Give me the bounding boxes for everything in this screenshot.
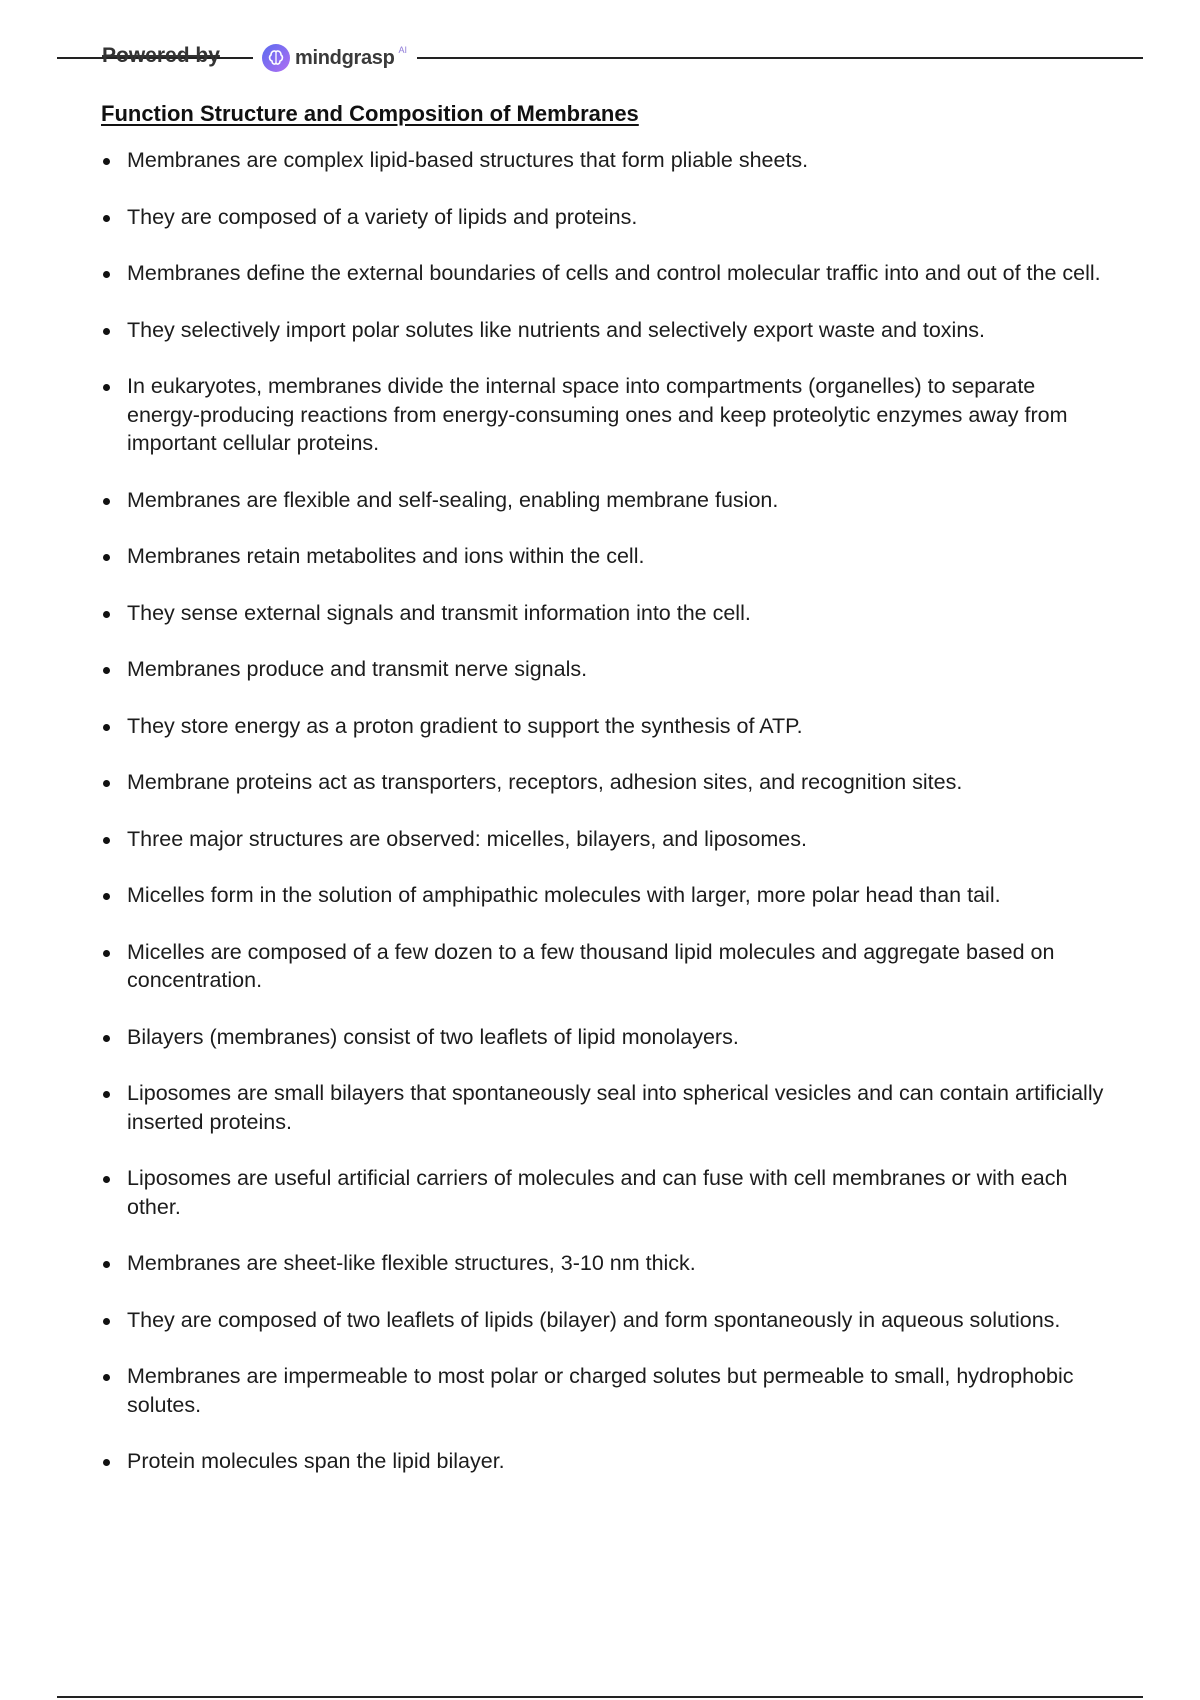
list-item [101, 1249, 1111, 1278]
bullet-dot-icon [103, 837, 110, 844]
list-item [101, 1023, 1111, 1052]
list-item [101, 938, 1111, 995]
page-title: Function Structure and Composition of Membranes [101, 101, 639, 126]
list-item [101, 372, 1111, 458]
bullet-dot-icon [103, 724, 110, 731]
list-item-text: They sense external signals and transmit information into the cell. [127, 600, 751, 625]
bullet-dot-icon [103, 1318, 110, 1325]
footer-rule [57, 1696, 1143, 1698]
list-item [101, 316, 1111, 345]
bullet-dot-icon [103, 384, 110, 391]
list-item [101, 1362, 1111, 1419]
bullet-dot-icon [103, 271, 110, 278]
list-item [101, 203, 1111, 232]
bullet-dot-icon [103, 215, 110, 222]
bullet-dot-icon [103, 611, 110, 618]
list-item-text: Membranes are complex lipid-based structures that form pliable sheets. [127, 148, 809, 172]
list-item [101, 599, 1111, 628]
brain-logo-icon [261, 43, 291, 73]
bullet-dot-icon [103, 1374, 110, 1381]
list-item-text: Liposomes are small bilayers that spontaneously seal into spherical vesicles and can contain artificially inserted proteins. [127, 1081, 1104, 1134]
list-item-text: Membranes are sheet-like flexible structures, 3-10 nm thick. [127, 1251, 696, 1275]
brand-trademark: AI [398, 45, 408, 55]
list-item-text: Bilayers (membranes) consist of two leaflets of lipid monolayers. [127, 1024, 739, 1049]
bullet-dot-icon [103, 780, 110, 787]
list-item [101, 768, 1111, 797]
list-item [101, 825, 1111, 854]
list-item-text: In eukaryotes, membranes divide the internal space into compartments (organelles) to separate energy-producing reactions from energy-consuming ones and keep proteolytic enzymes away from important cellular proteins. [127, 374, 1068, 455]
brand-logo-group[interactable] [253, 40, 417, 76]
list-item [101, 1447, 1111, 1476]
list-item-text: Membrane proteins act as transporters, receptors, adhesion sites, and recognition sites. [127, 770, 963, 794]
list-item [101, 542, 1111, 571]
list-item [101, 146, 1111, 175]
list-item-text: They are composed of a variety of lipids and proteins. [127, 204, 638, 229]
bullet-dot-icon [103, 498, 110, 505]
list-item [101, 881, 1111, 910]
list-item-text: Membranes produce and transmit nerve signals. [127, 657, 588, 681]
bullet-dot-icon [103, 667, 110, 674]
list-item [101, 1164, 1111, 1221]
list-item-text: Protein molecules span the lipid bilayer. [127, 1449, 505, 1473]
list-item [101, 712, 1111, 741]
list-item-text: Micelles form in the solution of amphipathic molecules with larger, more polar head than tail. [127, 883, 1001, 907]
list-item-text: Membranes are impermeable to most polar or charged solutes but permeable to small, hydrophobic solutes. [127, 1364, 1074, 1417]
list-item-text: Liposomes are useful artificial carriers of molecules and can fuse with cell membranes or with each other. [127, 1166, 1068, 1219]
list-item-text: They store energy as a proton gradient to support the synthesis of ATP. [127, 713, 803, 738]
bullet-dot-icon [103, 1261, 110, 1268]
list-item [101, 1306, 1111, 1335]
list-item [101, 655, 1111, 684]
brand-name: mindgrasp [295, 46, 395, 69]
bullet-dot-icon [103, 328, 110, 335]
list-item-text: Membranes retain metabolites and ions within the cell. [127, 544, 645, 568]
bullet-dot-icon [103, 158, 110, 165]
list-item-text: They are composed of two leaflets of lipids (bilayer) and form spontaneously in aqueous solutions. [127, 1307, 1061, 1332]
list-item-text: Three major structures are observed: micelles, bilayers, and liposomes. [127, 826, 807, 851]
bullet-list [101, 146, 1111, 1504]
list-item-text: Micelles are composed of a few dozen to a few thousand lipid molecules and aggregate based on concentration. [127, 939, 1055, 992]
bullet-dot-icon [103, 950, 110, 957]
bullet-dot-icon [103, 893, 110, 900]
list-item-text: Membranes define the external boundaries of cells and control molecular traffic into and out of the cell. [127, 261, 1101, 285]
bullet-dot-icon [103, 1176, 110, 1183]
page-header [57, 40, 1143, 76]
powered-by-label: Powered by [102, 44, 220, 67]
bullet-dot-icon [103, 1459, 110, 1466]
list-item-text: Membranes are flexible and self-sealing, enabling membrane fusion. [127, 487, 779, 512]
bullet-dot-icon [103, 554, 110, 561]
list-item-text: They selectively import polar solutes like nutrients and selectively export waste and toxins. [127, 317, 986, 342]
list-item [101, 486, 1111, 515]
bullet-dot-icon [103, 1091, 110, 1098]
list-item [101, 259, 1111, 288]
list-item [101, 1079, 1111, 1136]
bullet-dot-icon [103, 1035, 110, 1042]
